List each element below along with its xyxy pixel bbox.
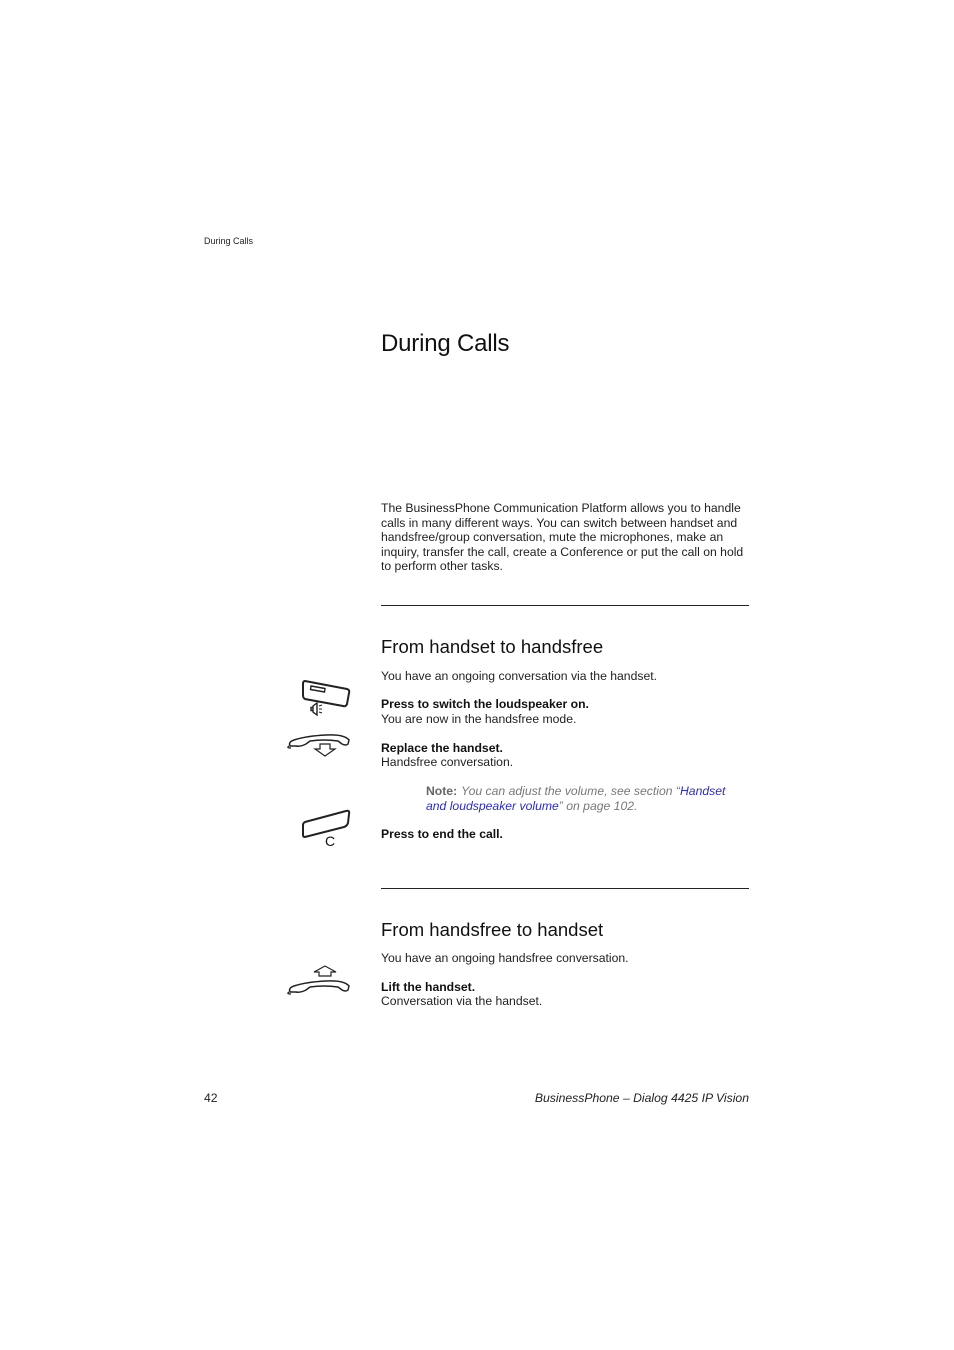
running-head: During Calls	[204, 236, 254, 246]
section-title-handset-to-handsfree: From handset to handsfree	[381, 636, 604, 657]
section-title-handsfree-to-handset: From handsfree to handset	[381, 919, 604, 940]
clear-key-label: C	[325, 833, 336, 849]
note-volume	[426, 784, 748, 813]
section-divider	[381, 605, 749, 606]
footer-doc-title: BusinessPhone – Dialog 4425 IP Vision	[534, 1091, 749, 1105]
note-label: Note:	[426, 784, 458, 798]
note-link-handset-volume[interactable]: Handset and loudspeaker volume	[426, 784, 726, 813]
page-number: 42	[204, 1091, 218, 1105]
chapter-title: During Calls	[381, 330, 510, 357]
step-switch-loudspeaker-result: You are now in the handsfree mode.	[381, 712, 577, 726]
step-replace-handset-result: Handsfree conversation.	[381, 755, 514, 769]
step-lift-handset-result: Conversation via the handset.	[381, 994, 543, 1008]
note-text: You can adjust the volume, see section “	[461, 784, 680, 798]
section-divider	[381, 888, 749, 889]
section2-lead: You have an ongoing handsfree conversation.	[381, 951, 629, 965]
intro-paragraph: The BusinessPhone Communication Platform allows you to handle calls in many different ways. You can switch between handset and handsfree/group conversation, mute the microphones, make an inquiry, transfer the call, create a Conference or put the call on hold to perform other tasks.	[381, 501, 744, 574]
note-text-end: ” on page 102.	[558, 798, 638, 813]
step-lift-handset: Lift the handset.	[381, 980, 476, 994]
step-switch-loudspeaker: Press to switch the loudspeaker on.	[381, 697, 589, 711]
lift-handset-icon	[286, 965, 352, 997]
step-replace-handset: Replace the handset.	[381, 741, 503, 755]
step-end-call: Press to end the call.	[381, 827, 503, 841]
section1-lead: You have an ongoing conversation via the handset.	[381, 669, 658, 683]
replace-handset-icon	[286, 730, 352, 762]
loudspeaker-key-icon	[300, 676, 354, 720]
